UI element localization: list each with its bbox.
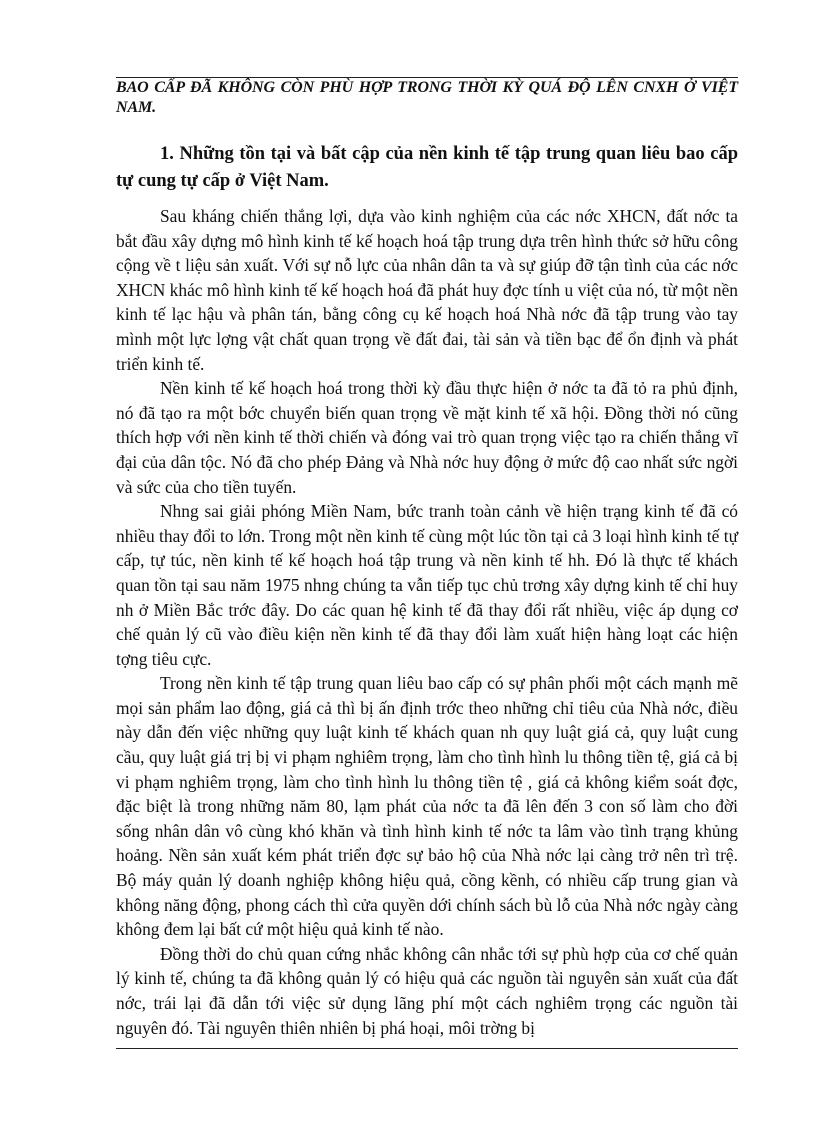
paragraph-1: Sau kháng chiến thắng lợi, dựa vào kinh nghiệm của các nớc XHCN, đất nớc ta bắt đầu xây dựng mô hình kinh tế kế hoạch hoá tập trung dựa trên hình thức sở hữu công cộng về t liệu sản xuất. Với sự nỗ lực của nhân dân ta và sự giúp đỡ tận tình của các nớc XHCN khác mô hình kinh tế kế hoạch hoá đã phát huy đợc tính u việt của nó, từ một nền kinh tế lạc hậu và phân tán, bằng công cụ kế hoạch hoá Nhà nớc đã tập trung vào tay mình một lực lợng vật chất quan trọng về đất đai, tài sản và tiền bạc để ổn định và phát triển kinh tế. xyxy=(116,206,738,374)
chapter-heading: BAO CẤP ĐÃ KHÔNG CÒN PHÙ HỢP TRONG THỜI KỲ QUÁ ĐỘ LÊN CNXH Ở VIỆT NAM. xyxy=(116,79,738,116)
bottom-rule xyxy=(116,1048,738,1049)
paragraph-2: Nền kinh tế kế hoạch hoá trong thời kỳ đầu thực hiện ở nớc ta đã tỏ ra phủ định, nó đã tạo ra một bớc chuyển biến quan trọng về mặt kinh tế xã hội. Đồng thời nó cũng thích hợp với nền kinh tế thời chiến và đóng vai trò quan trọng việc tạo ra chiến thắng vĩ đại của dân tộc. Nó đã cho phép Đảng và Nhà nớc huy động ở mức độ cao nhất sức ngời và sức của cho tiền tuyến. xyxy=(116,378,738,497)
section-title: 1. Những tồn tại và bất cập của nền kinh tế tập trung quan liêu bao cấp tự cung tự cấp ở Việt Nam. xyxy=(116,144,738,191)
document-page xyxy=(116,78,738,1040)
paragraph-4: Trong nền kinh tế tập trung quan liêu bao cấp có sự phân phối một cách mạnh mẽ mọi sản phẩm lao động, giá cả thì bị ấn định trớc theo những chỉ tiêu của Nhà nớc, điều này dẫn đến việc những quy luật kinh tế khách quan nh quy luật giá cả, quy luật cung cầu, quy luật giá trị bị vi phạm nghiêm trọng, làm cho tình hình lu thông tiền tệ, giá cả bị vi phạm nghiêm trọng, làm cho tình hình lu thông tiền tệ , giá cả không kiểm soát đợc, đặc biệt là trong những năm 80, lạm phát của nớc ta đã lên đến 3 con số làm cho đời sống nhân dân vô cùng khó khăn và tình hình kinh tế nớc ta lâm vào tình trạng khủng hoảng. Nền sản xuất kém phát triển đợc sự bảo hộ của Nhà nớc lại càng trở nên trì trệ. Bộ máy quản lý doanh nghiệp không hiệu quả, cồng kềnh, có nhiều cấp trung gian và không năng động, phong cách thì cửa quyền dới chính sách bù lỗ của Nhà nớc ngày càng không đem lại bất cứ một hiệu quả kinh tế nào. xyxy=(116,673,738,940)
paragraph-5: Đồng thời do chủ quan cứng nhắc không cân nhắc tới sự phù hợp của cơ chế quản lý kinh tế, chúng ta đã không quản lý có hiệu quả các nguồn tài nguyên sản xuất của đất nớc, trái lại đã dẫn tới việc sử dụng lãng phí một cách nghiêm trọng các nguồn tài nguyên đó. Tài nguyên thiên nhiên bị phá hoại, môi trờng bị xyxy=(116,943,738,1038)
paragraph-3: Nhng sai giải phóng Miền Nam, bức tranh toàn cảnh về hiện trạng kinh tế đã có nhiều thay đổi to lớn. Trong một nền kinh tế cùng một lúc tồn tại cả 3 loại hình kinh tế tự cấp, tự túc, nền kinh tế kế hoạch hoá tập trung và nền kinh tế hh. Đó là thực tế khách quan tồn tại sau năm 1975 nhng chúng ta vẫn tiếp tục chủ trơng xây dựng kinh tế chỉ huy nh ở Miền Bắc trớc đây. Do các quan hệ kinh tế đã thay đổi rất nhiều, việc áp dụng cơ chế quản lý cũ vào điều kiện nền kinh tế đã thay đổi làm xuất hiện hàng loạt các hiện tợng tiêu cực. xyxy=(116,501,738,669)
